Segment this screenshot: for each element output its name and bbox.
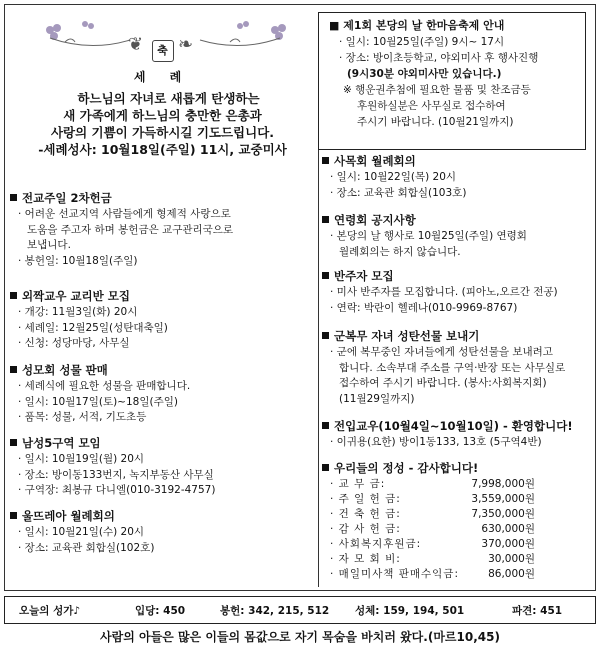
notice-pastoral-council: [322, 153, 466, 201]
notice-line: · 미사 반주자를 모집합니다. (피아노,오르간 전공): [330, 286, 558, 298]
bullet-square-icon: [322, 157, 329, 164]
offering-list: [322, 477, 535, 582]
notice-line: (11월29일까지): [339, 392, 415, 405]
notice-title: 사목회 월례회의: [334, 154, 416, 168]
notice-title: 전입교우(10월4일~10월10일) - 환영합니다!: [334, 419, 573, 433]
notice-ultreya-meeting: [10, 508, 154, 556]
festival-title: ■ 제1회 본당의 날 한마음축제 안내: [329, 19, 505, 32]
festival-raffle-note: 주시기 바랍니다. (10월21일까지): [357, 116, 514, 128]
notice-line: 도움을 주고자 하며 봉헌금은 교구관리국으로: [27, 223, 234, 236]
notice-title: 울뜨레아 월례회의: [22, 509, 115, 523]
notice-title: 우리들의 정성 - 감사합니다!: [334, 461, 479, 475]
laurel-right-icon: ❧: [178, 34, 194, 55]
bullet-square-icon: [10, 366, 17, 373]
offering-amount: 86,000원: [488, 568, 535, 580]
offering-amount: 3,559,000원: [471, 493, 535, 505]
offering-label: · 감 사 헌 금:: [330, 523, 401, 535]
notice-line: · 개강: 11월3일(화) 20시: [18, 306, 138, 318]
notice-line: · 봉헌일: 10월18일(주일): [18, 254, 138, 267]
notice-title: 반주자 모집: [334, 269, 394, 283]
notice-catechism-class: [10, 288, 168, 352]
offering-row: [322, 567, 535, 582]
notice-line: · 이귀용(요한) 방이1동133, 13호 (5구역4반): [330, 436, 542, 448]
festival-date: · 일시: 10월25일(주일) 9시~ 17시: [339, 36, 505, 48]
offering-label: · 건 축 헌 금:: [330, 508, 401, 520]
bullet-square-icon: [10, 292, 17, 299]
offering-row: [322, 522, 535, 537]
notice-line: · 연락: 박란이 헬레나(010-9969-8767): [330, 301, 518, 314]
notice-title: 외짝교우 교리반 모집: [22, 289, 130, 303]
notice-line: · 신청: 성당마당, 사무실: [18, 337, 130, 349]
notice-line: 보냅니다.: [27, 239, 71, 251]
bullet-square-icon: [322, 422, 329, 429]
baptism-line: 사랑의 기쁨이 가득하시길 기도드립니다.: [50, 125, 275, 140]
notice-line: · 어려운 선교지역 사람들에게 형제적 사랑으로: [18, 208, 231, 220]
offering-amount: 370,000원: [481, 538, 535, 550]
offering-label: · 매일미사책 판매수익금:: [330, 568, 459, 580]
notice-line: · 군에 복무중인 자녀들에게 성탄선물을 보내려고: [330, 346, 553, 358]
notice-title: 군복무 자녀 성탄선물 보내기: [334, 329, 480, 343]
bullet-square-icon: [322, 272, 329, 279]
offering-label: · 주 일 헌 금:: [330, 493, 401, 505]
notice-religious-goods: [10, 362, 190, 426]
notice-line: · 품목: 성물, 서적, 기도초등: [18, 411, 147, 423]
offering-row: [322, 552, 535, 567]
laurel-left-icon: ❦: [128, 34, 144, 55]
hymn-offertory: 봉헌: 342, 215, 512: [220, 604, 330, 617]
hymn-communion: 성체: 159, 194, 501: [355, 604, 465, 617]
festival-raffle-note: 후원하실분은 사무실로 접수하여: [357, 100, 506, 112]
notice-title: 전교주일 2차헌금: [22, 191, 112, 205]
offering-row: [322, 507, 535, 522]
baptism-announcement: [10, 8, 315, 158]
notice-line: · 구역장: 최봉규 다니엘(010-3192-4757): [18, 484, 216, 496]
notice-line: 합니다. 소속부대 주소를 구역·반장 또는 사무실로: [339, 361, 566, 374]
celebration-badge: 축: [152, 40, 174, 62]
notice-line: 접수하여 주시기 바랍니다. (봉사:사회복지회): [339, 377, 547, 389]
notice-new-parishioners: [322, 418, 573, 451]
notice-line: 월례회의는 하지 않습니다.: [339, 245, 461, 258]
notice-offerings: [322, 460, 535, 582]
notice-line: · 세례일: 12월25일(성탄대축일): [18, 321, 168, 334]
notice-line: · 일시: 10월19일(월) 20시: [18, 453, 145, 465]
hymn-entrance: 입당: 450: [135, 604, 186, 617]
offering-label: · 자 모 회 비:: [330, 553, 401, 565]
offering-label: · 사회복지후원금:: [330, 538, 422, 550]
notice-funeral-society: [322, 212, 527, 260]
baptism-line: 새 가족에게 하느님의 충만한 은총과: [63, 108, 262, 123]
notice-line: · 장소: 교육관 회합실(102호): [18, 541, 155, 554]
bullet-square-icon: [10, 439, 17, 446]
offering-amount: 30,000원: [488, 553, 535, 565]
notice-mens-district-meeting: [10, 435, 215, 499]
hymn-bar: [4, 596, 596, 624]
notice-line: · 장소: 방이동133번지, 녹지부동산 사무실: [18, 468, 214, 481]
notice-line: · 일시: 10월21일(수) 20시: [18, 526, 145, 538]
notice-accompanist-recruit: [322, 268, 558, 316]
hymn-label: 오늘의 성가♪: [19, 604, 81, 617]
offering-amount: 630,000원: [481, 523, 535, 535]
offering-amount: 7,998,000원: [471, 478, 535, 490]
festival-raffle-note: ※ 행운권추첨에 필요한 물품 및 찬조금등: [343, 84, 531, 96]
flower-ornament-icon: [30, 18, 300, 58]
notice-line: · 일시: 10월17일(토)~18일(주일): [18, 395, 178, 408]
bullet-square-icon: [322, 216, 329, 223]
notice-line: · 장소: 교육관 회합실(103호): [330, 186, 467, 199]
baptism-line: 하느님의 자녀로 새롭게 탄생하는: [77, 91, 260, 106]
notice-line: · 세례식에 필요한 성물을 판매합니다.: [18, 380, 191, 392]
bullet-square-icon: [322, 332, 329, 339]
offering-row: [322, 477, 535, 492]
notice-title: 연령회 공지사항: [334, 213, 416, 227]
festival-place: · 장소: 방이초등학교, 야외미사 후 행사진행: [339, 52, 539, 64]
baptism-title: 세 례: [133, 70, 192, 84]
notice-line: · 본당의 날 행사로 10월25일(주일) 연령회: [330, 230, 527, 242]
notice-mission-sunday: [10, 190, 233, 269]
notice-title: 남성5구역 모임: [22, 436, 101, 450]
notice-line: · 일시: 10월22일(목) 20시: [330, 171, 457, 183]
festival-mass-note: (9시30분 야외미사만 있습니다.): [347, 68, 502, 80]
offering-row: [322, 537, 535, 552]
notice-title: 성모회 성물 판매: [22, 363, 108, 377]
hymn-recessional: 파견: 451: [512, 604, 563, 617]
offering-row: [322, 492, 535, 507]
festival-notice-box: [318, 12, 586, 150]
gospel-verse: 사람의 아들은 많은 이들의 몸값으로 자기 목숨을 바치러 왔다.(마르10,45): [100, 630, 500, 644]
bullet-square-icon: [322, 464, 329, 471]
baptism-schedule: -세례성사: 10월18일(주일) 11시, 교중미사: [38, 142, 287, 157]
offering-label: · 교 무 금:: [330, 478, 386, 490]
bullet-square-icon: [10, 512, 17, 519]
column-divider: [318, 150, 319, 587]
notice-military-christmas-gifts: [322, 328, 565, 407]
offering-amount: 7,350,000원: [471, 508, 535, 520]
bullet-square-icon: [10, 194, 17, 201]
